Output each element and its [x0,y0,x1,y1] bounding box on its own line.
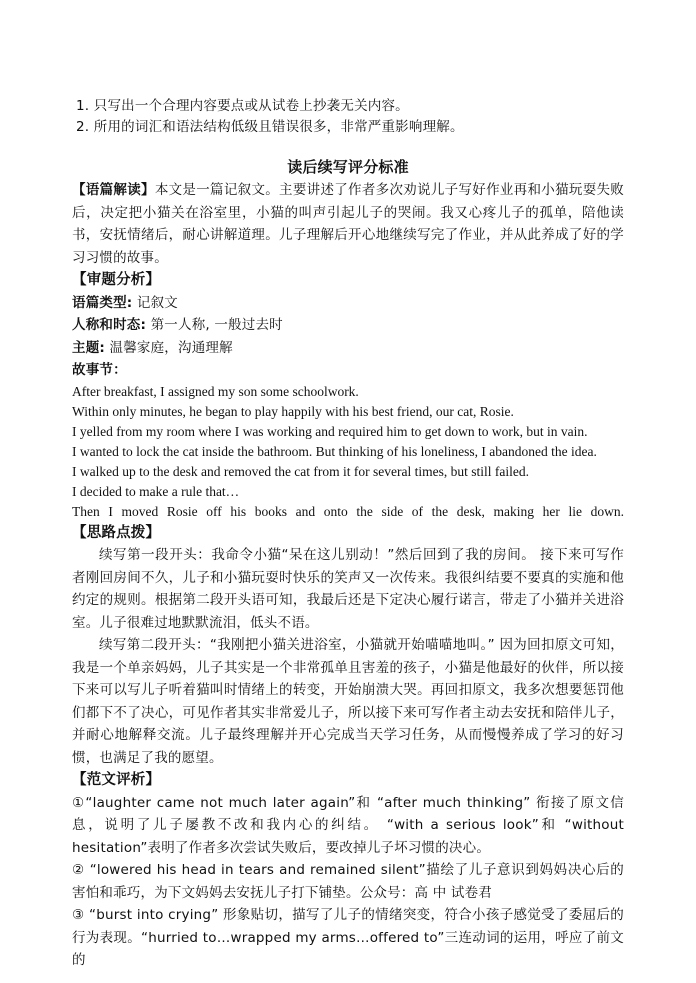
story-line-7: Then I moved Rosie off his books and onto the side of the desk, making her lie down. [72,503,624,519]
story-line-5: I walked up to the desk and removed the cat from it for several times, but still failed. [72,463,529,479]
theme-row [72,337,624,360]
silu-paragraph-1: 续写第一段开头：我命令小猫“呆在这儿别动！”然后回到了我的房间。 接下来可写作者刚回房间不久，儿子和小猫玩耍时快乐的笑声又一次传来。我很纠结要不要真的实施和他约定的规则。根据第二段开头语可知，我最后还是下定决心履行诺言，带走了小猫并关进浴室。儿子很难过地默默流泪，低头不语。 [72,547,624,631]
scoring-notes [72,96,624,138]
fanwen-heading: 【范文评析】 [72,772,161,788]
note-item-1: 1. 只写出一个合理内容要点或从试卷上抄袭无关内容。 [76,98,409,114]
person-tense-row [72,314,624,337]
note-item-2: 2. 所用的词汇和语法结构低级且错误很多，非常严重影响理解。 [76,119,464,135]
story-line-1: After breakfast, I assigned my son some schoolwork. [72,383,359,399]
theme-value: 温馨家庭，沟通理解 [105,339,233,356]
story-line-6: I decided to make a rule that… [72,483,240,499]
yupian-text: 本文是一篇记叙文。主要讲述了作者多次劝说儿子写好作业再和小猫玩耍失败后，决定把小猫关在浴室里，小猫的叫声引起儿子的哭闹。我又心疼儿子的孤单，陪他读书，安抚情绪后，耐心讲解道理。儿子理解后开心地继续写完了作业，并从此养成了好的学习习惯的故事。 [72,182,624,266]
story-line-2: Within only minutes, he began to play happily with his best friend, our cat, Rosie. [72,403,514,419]
story-label: 故事节： [72,362,127,378]
fanwen-item-2: ② “lowered his head in tears and remained silent”描绘了儿子意识到妈妈决心后的害怕和乖巧，为下文妈妈去安抚儿子打下铺垫。公众号：高 中 试卷君 [72,862,624,901]
document-page [72,96,624,972]
story-line-3: I yelled from my room where I was working and required him to get down to work, but in vain. [72,423,588,439]
text-type-row [72,292,624,315]
yupian-paragraph [72,179,624,269]
silu-heading: 【思路点拨】 [72,524,161,541]
person-tense-key: 人称和时态: [72,317,147,333]
section-title: 读后续写评分标准 [287,158,409,176]
yupian-heading: 【语篇解读】 [72,182,155,198]
shenti-heading: 【审题分析】 [72,272,161,288]
person-tense-value: 第一人称, 一般过去时 [146,317,283,333]
story-line-4: I wanted to lock the cat inside the bathroom. But thinking of his loneliness, I abandoned the idea. [72,443,597,459]
text-type-key: 语篇类型: [72,294,133,311]
text-type-value: 记叙文 [132,294,178,311]
fanwen-item-1: ①“laughter came not much later again”和 “after much thinking” 衔接了原文信息，说明了儿子屡教不改和我内心的纠结。 “with a serious look”和 “without hesitation”表明了作者多次尝试失败后，要改掉儿子坏习惯的决心。 [72,794,624,856]
fanwen-item-3: ③ “burst into crying” 形象贴切，描写了儿子的情绪突变，符合小孩子感觉受了委屈后的行为表现。“hurried to…wrapped my arms…offered to”三连动词的运用，呼应了前文的 [72,907,624,968]
story-lines [72,382,624,522]
silu-paragraph-2: 续写第二段开头：“我刚把小猫关进浴室，小猫就开始喵喵地叫。” 因为回扣原文可知，我是一个单亲妈妈，儿子其实是一个非常孤单且害羞的孩子，小猫是他最好的伙伴，所以接下来可以写儿子听着猫叫时情绪上的转变，开始崩溃大哭。再回扣原文，我多次想要惩罚他们都下不了决心，可见作者其实非常爱儿子，所以接下来可写作者主动去安抚和陪伴儿子，并耐心地解释交流。儿子最终理解并开心完成当天学习任务，从而慢慢养成了学习的好习惯，也满足了我的愿望。 [72,637,624,766]
theme-key: 主题: [72,339,105,356]
